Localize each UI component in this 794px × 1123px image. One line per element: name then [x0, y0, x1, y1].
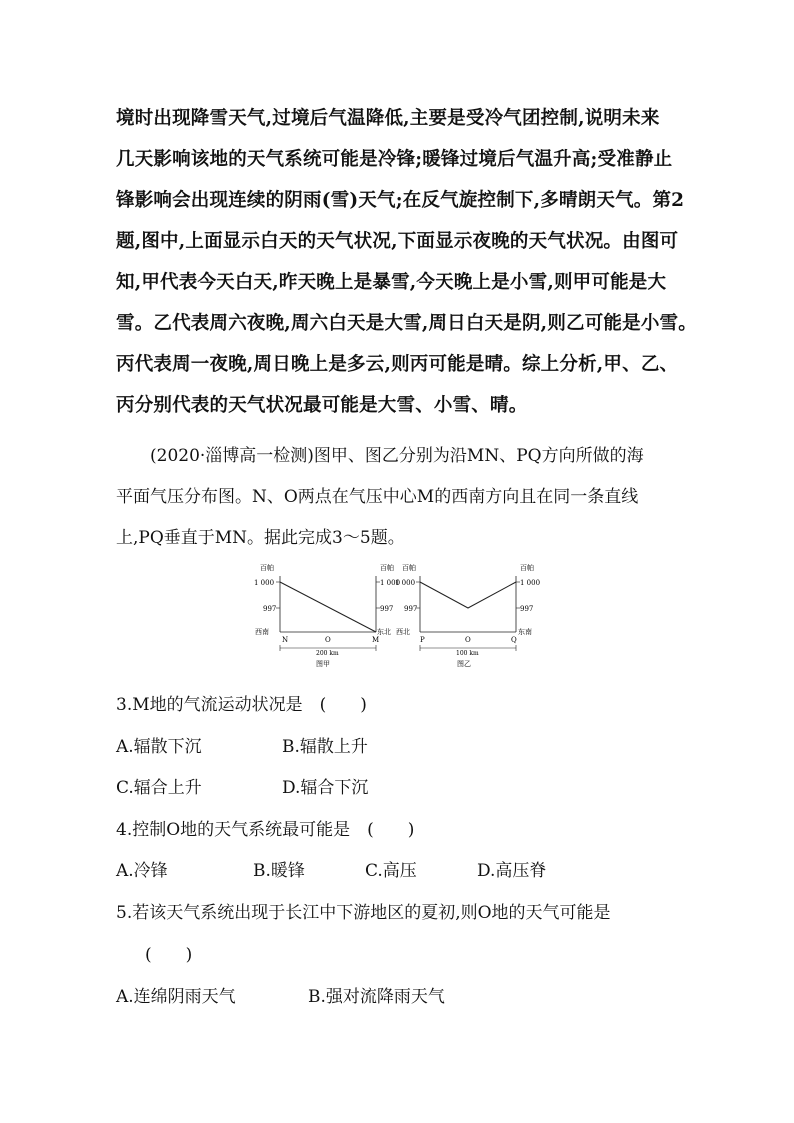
- figure-caption: 图甲: [316, 660, 330, 668]
- pressure-figure: [252, 560, 552, 675]
- tick-label: 1 000: [395, 579, 416, 587]
- tick-label: 1 000: [520, 579, 541, 587]
- tick-label: 997: [380, 605, 394, 613]
- point-label: O: [325, 636, 331, 644]
- intro-line: (2020·淄博高一检测)图甲、图乙分别为沿MN、PQ方向所做的海: [150, 446, 644, 466]
- direction-label: 西北: [396, 628, 410, 636]
- direction-label: 东北: [377, 628, 391, 636]
- figure-yi: [395, 563, 540, 668]
- point-label: N: [282, 636, 289, 644]
- unit-label: 百帕: [520, 564, 534, 572]
- pressure-line-yi: [420, 582, 516, 608]
- tick-label: 997: [404, 605, 418, 613]
- explanation-line: 锋影响会出现连续的阴雨(雪)天气;在反气旋控制下,多晴朗天气。第2: [116, 190, 685, 211]
- pressure-line-jia: [280, 582, 376, 632]
- option-a[interactable]: A.辐散下沉: [116, 737, 202, 757]
- question-stem: 4.控制O地的天气系统最可能是 ( ): [116, 820, 415, 840]
- figure-jia: [254, 563, 400, 668]
- unit-label: 百帕: [380, 564, 394, 572]
- option-c[interactable]: C.辐合上升: [116, 778, 202, 798]
- explanation-line: 丙分别代表的天气状况最可能是大雪、小雪、晴。: [116, 395, 528, 416]
- distance-label: 100 km: [456, 650, 479, 657]
- option-b[interactable]: B.强对流降雨天气: [308, 987, 445, 1007]
- unit-label: 百帕: [402, 564, 416, 572]
- figure-caption: 图乙: [457, 660, 471, 668]
- tick-label: 1 000: [254, 579, 275, 587]
- point-label: P: [420, 636, 425, 644]
- option-b[interactable]: B.辐散上升: [282, 737, 368, 757]
- option-a[interactable]: A.冷锋: [116, 861, 168, 881]
- distance-label: 200 km: [316, 650, 339, 657]
- option-b[interactable]: B.暖锋: [253, 861, 305, 881]
- option-a[interactable]: A.连绵阴雨天气: [116, 987, 236, 1007]
- direction-label: 东南: [518, 628, 532, 636]
- question-stem: 5.若该天气系统出现于长江中下游地区的夏初,则O地的天气可能是: [116, 903, 611, 923]
- explanation-line: 题,图中,上面显示白天的天气状况,下面显示夜晚的天气状况。由图可: [116, 231, 679, 252]
- unit-label: 百帕: [260, 564, 274, 572]
- intro-line: 上,PQ垂直于MN。据此完成3～5题。: [116, 528, 405, 548]
- answer-blank: ( ): [145, 945, 193, 965]
- option-c[interactable]: C.高压: [365, 861, 417, 881]
- intro-line: 平面气压分布图。N、O两点在气压中心M的西南方向且在同一条直线: [116, 487, 639, 507]
- tick-label: 1 000: [380, 579, 401, 587]
- explanation-line: 丙代表周一夜晚,周日晚上是多云,则丙可能是晴。综上分析,甲、乙、: [116, 354, 679, 375]
- tick-label: 997: [520, 605, 534, 613]
- point-label: M: [372, 636, 380, 644]
- option-d[interactable]: D.高压脊: [477, 861, 547, 881]
- question-stem: 3.M地的气流运动状况是 ( ): [116, 695, 367, 715]
- tick-label: 997: [263, 605, 277, 613]
- option-d[interactable]: D.辐合下沉: [282, 778, 369, 798]
- point-label: Q: [511, 636, 517, 644]
- direction-label: 西南: [255, 628, 269, 636]
- explanation-line: 雪。乙代表周六夜晚,周六白天是大雪,周日白天是阴,则乙可能是小雪。: [116, 313, 697, 334]
- explanation-line: 几天影响该地的天气系统可能是冷锋;暖锋过境后气温升高;受准静止: [116, 149, 673, 170]
- explanation-line: 知,甲代表今天白天,昨天晚上是暴雪,今天晚上是小雪,则甲可能是大: [116, 272, 667, 293]
- point-label: O: [465, 636, 471, 644]
- explanation-line: 境时出现降雪天气,过境后气温降低,主要是受冷气团控制,说明未来: [116, 108, 660, 129]
